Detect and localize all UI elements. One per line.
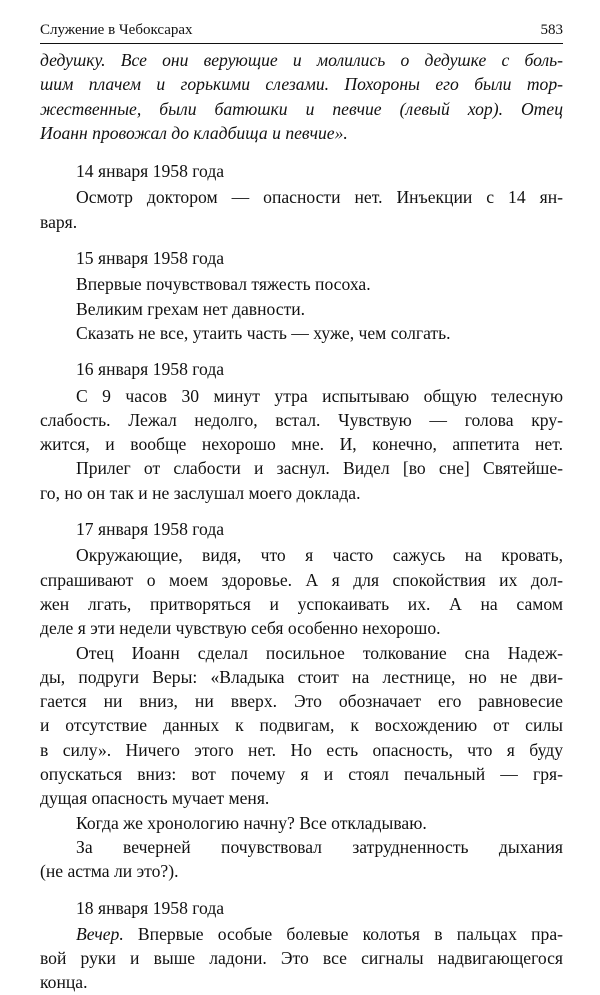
text-line: (не астма ли это?). bbox=[40, 861, 179, 882]
text-line: го, но он так и не заслушал моего доклада. bbox=[40, 482, 361, 503]
text-line: спрашивают о моем здоровье. А я для спокойствия их дол- bbox=[40, 569, 563, 590]
entry-paragraph bbox=[40, 543, 563, 640]
text-line: и отсутствие данных к подвигам, к восхождению от силы bbox=[40, 715, 563, 736]
text-line: жится, и вообще нехорошо мне. И, конечно, аппетита нет. bbox=[40, 434, 563, 455]
text-line: дущая опасность мучает меня. bbox=[40, 788, 270, 809]
italic-lead: Вечер. bbox=[76, 923, 124, 944]
text-line: жественные, были батюшки и певчие (левый хор). Отец bbox=[40, 98, 563, 119]
text-line: Осмотр доктором — опасности нет. Инъекции с 14 ян- bbox=[76, 187, 563, 208]
entry-date: 17 января 1958 года bbox=[76, 519, 225, 540]
entry-paragraph bbox=[40, 641, 563, 811]
text-line: Великим грехам нет давности. bbox=[76, 298, 306, 319]
entry-date: 15 января 1958 года bbox=[76, 248, 225, 269]
text-line: Впервые почувствовал тяжесть посоха. bbox=[76, 274, 371, 295]
running-title: Служение в Чебоксарах bbox=[40, 22, 193, 38]
running-head bbox=[40, 20, 563, 44]
text-line: Окружающие, видя, что я часто сажусь на кровать, bbox=[76, 545, 563, 566]
text-line: Когда же хронологию начну? Все откладываю. bbox=[76, 812, 427, 833]
page-body bbox=[40, 48, 563, 995]
text-line: вой руки и выше ладони. Это все сигналы надвигающегося bbox=[40, 948, 563, 969]
text-fragment: Впервые особые болевые колотья в пальцах пра- bbox=[123, 923, 563, 944]
entry-paragraph bbox=[40, 321, 563, 345]
text-line: в силу». Ничего этого нет. Но есть опасность, что я буду bbox=[40, 739, 563, 760]
entry-paragraph bbox=[40, 835, 563, 884]
text-line: Прилег от слабости и заснул. Видел [во сне] Святейше- bbox=[76, 458, 563, 479]
entry-date: 16 января 1958 года bbox=[76, 359, 225, 380]
entry-paragraph bbox=[40, 272, 563, 296]
entry-paragraph bbox=[40, 185, 563, 234]
text-line: ды, подруги Веры: «Владыка стоит на лестнице, но не дви- bbox=[40, 666, 563, 687]
text-line: Сказать не все, утаить часть — хуже, чем солгать. bbox=[76, 322, 451, 343]
entry-date: 18 января 1958 года bbox=[76, 897, 225, 918]
entry-date: 14 января 1958 года bbox=[76, 161, 225, 182]
text-line: конца. bbox=[40, 972, 88, 993]
text-line: слабость. Лежал недолго, встал. Чувствую — голова кру- bbox=[40, 409, 563, 430]
text-line: Отец Иоанн сделал посильное толкование сна Надеж- bbox=[76, 642, 563, 663]
text-line: гается ни вниз, ни вверх. Это обозначает его равновесие bbox=[40, 691, 563, 712]
opening-paragraph bbox=[40, 48, 563, 145]
entry-paragraph bbox=[40, 297, 563, 321]
text-line: деле я эти недели чувствую себя особенно нехорошо. bbox=[40, 618, 441, 639]
text-line: За вечерней почувствовал затрудненность дыхания bbox=[76, 836, 563, 857]
entry-paragraph bbox=[40, 384, 563, 457]
text-line: Иоанн провожал до кладбища и певчие». bbox=[40, 122, 348, 143]
entry-paragraph bbox=[40, 811, 563, 835]
text-line: опускаться вниз: вот почему я и стоял печальный — гря- bbox=[40, 764, 563, 785]
text-line: шим плачем и горькими слезами. Похороны его были тор- bbox=[40, 74, 563, 95]
text-line bbox=[40, 922, 563, 946]
text-line: жен лгать, притворяться и успокаивать их. А на самом bbox=[40, 593, 563, 614]
entry-paragraph bbox=[40, 456, 563, 505]
text-line: дедушку. Все они верующие и молились о дедушке с боль- bbox=[40, 50, 563, 70]
text-line: варя. bbox=[40, 211, 78, 232]
text-line: С 9 часов 30 минут утра испытываю общую телесную bbox=[76, 385, 563, 406]
page-number: 583 bbox=[540, 22, 563, 38]
entry-paragraph bbox=[40, 922, 563, 995]
